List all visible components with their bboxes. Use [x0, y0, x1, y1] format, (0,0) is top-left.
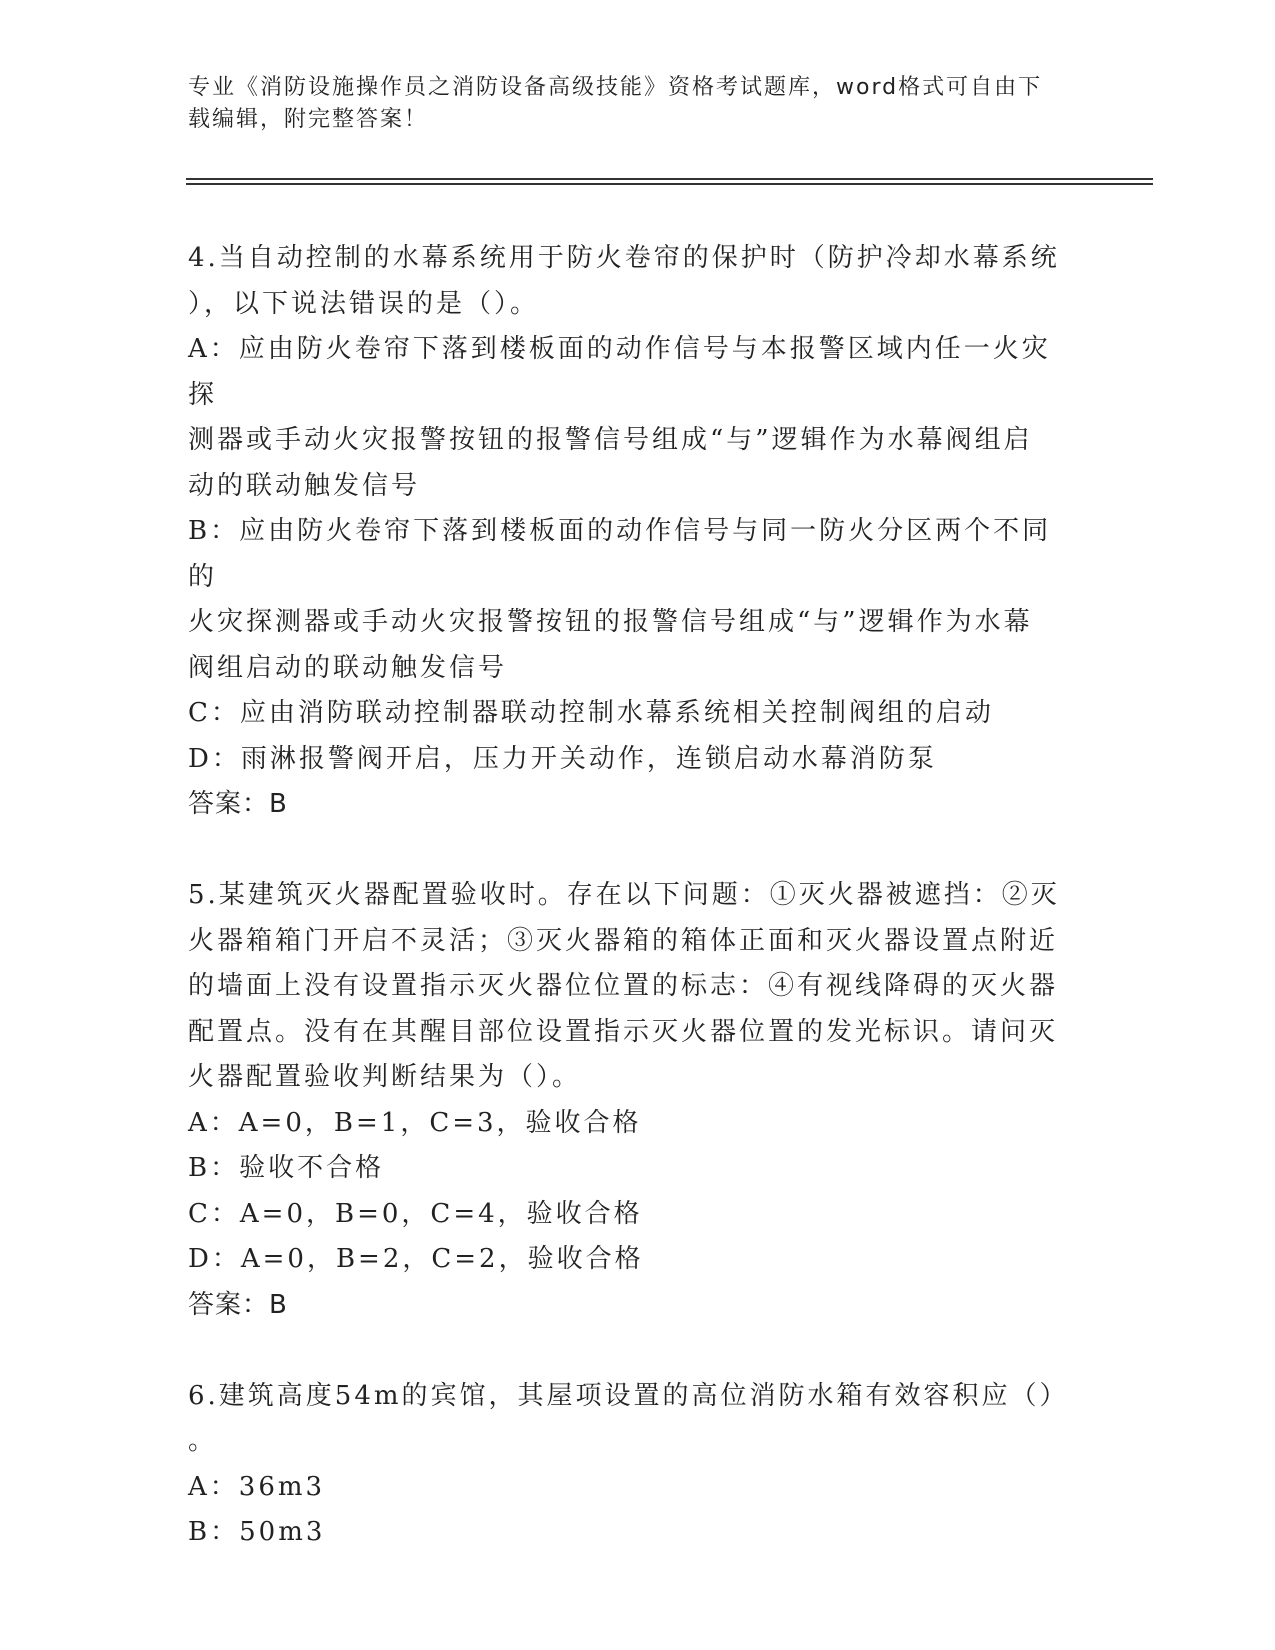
option-b-line: B：50m3: [188, 1517, 326, 1547]
question-stem-line: 6.建筑高度54m的宾馆，其屋项设置的高位消防水箱有效容积应（）: [188, 1380, 1069, 1411]
answer-line: 答案：B: [188, 1289, 288, 1320]
question-spacer: [188, 1328, 1068, 1374]
option-a-line: A：应由防火卷帘下落到楼板面的动作信号与本报警区域内任一火灾探: [188, 334, 1051, 410]
question-spacer: [188, 828, 1068, 874]
question-6: [188, 1374, 1068, 1556]
question-stem-line: 。: [188, 1426, 218, 1456]
option-b-line: B：验收不合格: [188, 1153, 385, 1183]
option-d-line: D：雨淋报警阀开启，压力开关动作，连锁启动水幕消防泵: [188, 743, 937, 774]
option-b-line: B：应由防火卷帘下落到楼板面的动作信号与同一防火分区两个不同的: [188, 516, 1052, 592]
question-stem-line: 4.当自动控制的水幕系统用于防火卷帘的保护时（防护冷却水幕系统: [188, 243, 1060, 273]
question-stem-line: 火器配置验收判断结果为（）。: [188, 1062, 582, 1092]
option-d-line: D：A=0，B=2，C=2，验收合格: [188, 1244, 644, 1274]
header-divider-bottom: [186, 183, 1153, 185]
question-stem-line: 配置点。没有在其醒目部位设置指示灭火器位置的发光标识。请问灭: [188, 1016, 1059, 1047]
option-c-line: C：A=0，B=0，C=4，验收合格: [188, 1198, 643, 1229]
document-header: [188, 72, 1068, 136]
question-stem-line: 5.某建筑灭火器配置验收时。存在以下问题：①灭火器被遮挡：②灭: [188, 880, 1060, 910]
header-line-2: 载编辑，附完整答案！: [188, 107, 429, 132]
header-divider-top: [186, 178, 1153, 180]
option-a-line: A：36m3: [188, 1471, 326, 1502]
question-stem-line: 火器箱箱门开启不灵活；③灭火器箱的箱体正面和灭火器设置点附近: [188, 925, 1059, 956]
answer-line: 答案：B: [188, 789, 288, 819]
option-b-line: 火灾探测器或手动火灾报警按钮的报警信号组成“与”逻辑作为水幕: [188, 607, 1033, 637]
option-b-line: 阀组启动的联动触发信号: [188, 652, 508, 683]
option-c-line: C：应由消防联动控制器联动控制水幕系统相关控制阀组的启动: [188, 698, 994, 728]
question-stem-line: ），以下说法错误的是（）。: [188, 288, 540, 319]
option-a-line: A：A=0，B=1，C=3，验收合格: [188, 1107, 642, 1138]
question-list: [188, 236, 1068, 1556]
option-a-line: 测器或手动火灾报警按钮的报警信号组成“与”逻辑作为水幕阀组启: [188, 425, 1033, 455]
option-a-line: 动的联动触发信号: [188, 470, 421, 501]
question-4: [188, 236, 1068, 828]
question-5: [188, 873, 1068, 1328]
question-stem-line: 的墙面上没有设置指示灭火器位位置的标志：④有视线降碍的灭火器: [188, 971, 1059, 1001]
header-line-1: 专业《消防设施操作员之消防设备高级技能》资格考试题库，word格式可自由下: [188, 75, 1043, 100]
